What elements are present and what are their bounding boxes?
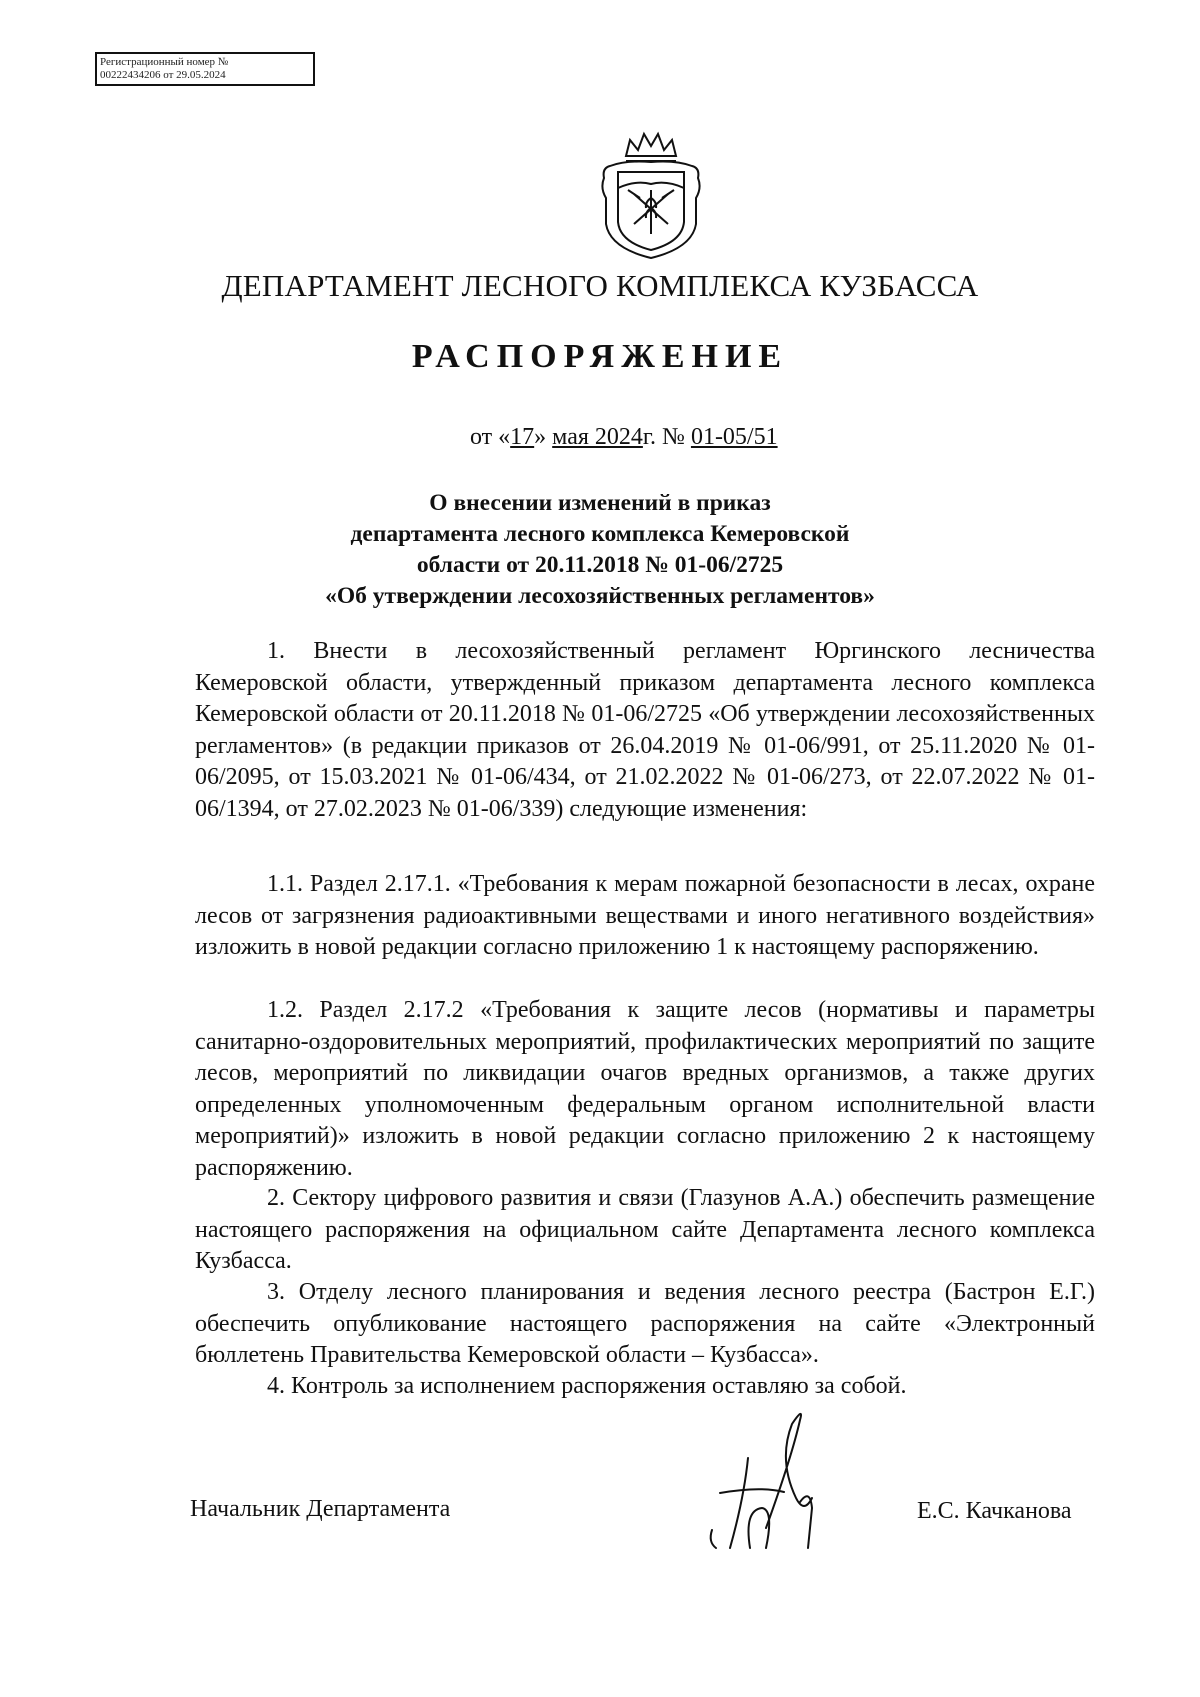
paragraph-2: 2. Сектору цифрового развития и связи (Глазунов А.А.) обеспечить размещение настоящего распоряжения на официальном сайте Департамента лесного комплекса Кузбасса. bbox=[195, 1185, 1095, 1274]
date-suffix: г. № bbox=[642, 424, 691, 450]
kuzbass-coat-of-arms-icon bbox=[596, 128, 706, 262]
signatory-role: Начальник Департамента bbox=[190, 1496, 451, 1522]
date-month-year: мая 2024 bbox=[552, 424, 643, 450]
subject-line: «Об утверждении лесохозяйственных регламентов» bbox=[325, 583, 875, 609]
handwritten-signature-icon bbox=[700, 1398, 870, 1568]
department-name: ДЕПАРТАМЕНТ ЛЕСНОГО КОМПЛЕКСА КУЗБАССА bbox=[221, 268, 979, 303]
date-prefix: от « bbox=[470, 424, 511, 450]
paragraph-1: 1. Внести в лесохозяйственный регламент Юргинского лесничества Кемеровской области, утвержденный приказом департамента лесного комплекса Кемеровской области от 20.11.2018 № 01-06/2725 «Об утверждении лесохозяйственных регламентов» (в редакции приказов от 26.04.2019 № 01-06/991, от 25.11.2020 № 01-06/2095, от 15.03.2021 № 01-06/434, от 21.02.2022 № 01-06/273, от 22.07.2022 № 01-06/1394, от 27.02.2023 № 01-06/339) следующие изменения: bbox=[195, 638, 1095, 822]
order-subject bbox=[0, 488, 1200, 612]
order-date-number bbox=[470, 424, 778, 451]
date-day: 17 bbox=[510, 424, 535, 450]
subject-line: О внесении изменений в приказ bbox=[429, 490, 771, 516]
registration-stamp bbox=[95, 52, 315, 86]
paragraph-1-2: 1.2. Раздел 2.17.2 «Требования к защите лесов (нормативы и параметры санитарно-оздоровительных мероприятий, профилактических мероприятий по защите лесов, мероприятий по ликвидации очагов вредных организмов, а также других определенных уполномоченным федеральным органом исполнительной власти мероприятий)» изложить в новой редакции согласно приложению 2 к настоящему распоряжению. bbox=[195, 997, 1095, 1181]
registration-stamp-line2: 00222434206 от 29.05.2024 bbox=[100, 69, 226, 81]
signatory-name: Е.С. Качканова bbox=[917, 1498, 1072, 1524]
document-type-title: РАСПОРЯЖЕНИЕ bbox=[411, 338, 789, 375]
date-mid: » bbox=[534, 424, 553, 450]
order-number: 01-05/51 bbox=[690, 424, 778, 450]
paragraph-3: 3. Отделу лесного планирования и ведения лесного реестра (Бастрон Е.Г.) обеспечить опубликование настоящего распоряжения на сайте «Электронный бюллетень Правительства Кемеровской области – Кузбасса». bbox=[195, 1279, 1095, 1368]
paragraph-1-1: 1.1. Раздел 2.17.1. «Требования к мерам пожарной безопасности в лесах, охране лесов от загрязнения радиоактивными веществами и иного негативного воздействия» изложить в новой редакции согласно приложению 1 к настоящему распоряжению. bbox=[195, 871, 1095, 960]
paragraph-4: 4. Контроль за исполнением распоряжения оставляю за собой. bbox=[267, 1373, 907, 1399]
subject-line: области от 20.11.2018 № 01-06/2725 bbox=[416, 552, 784, 578]
registration-stamp-line1: Регистрационный номер № bbox=[100, 56, 229, 68]
subject-line: департамента лесного комплекса Кемеровской bbox=[350, 521, 850, 547]
